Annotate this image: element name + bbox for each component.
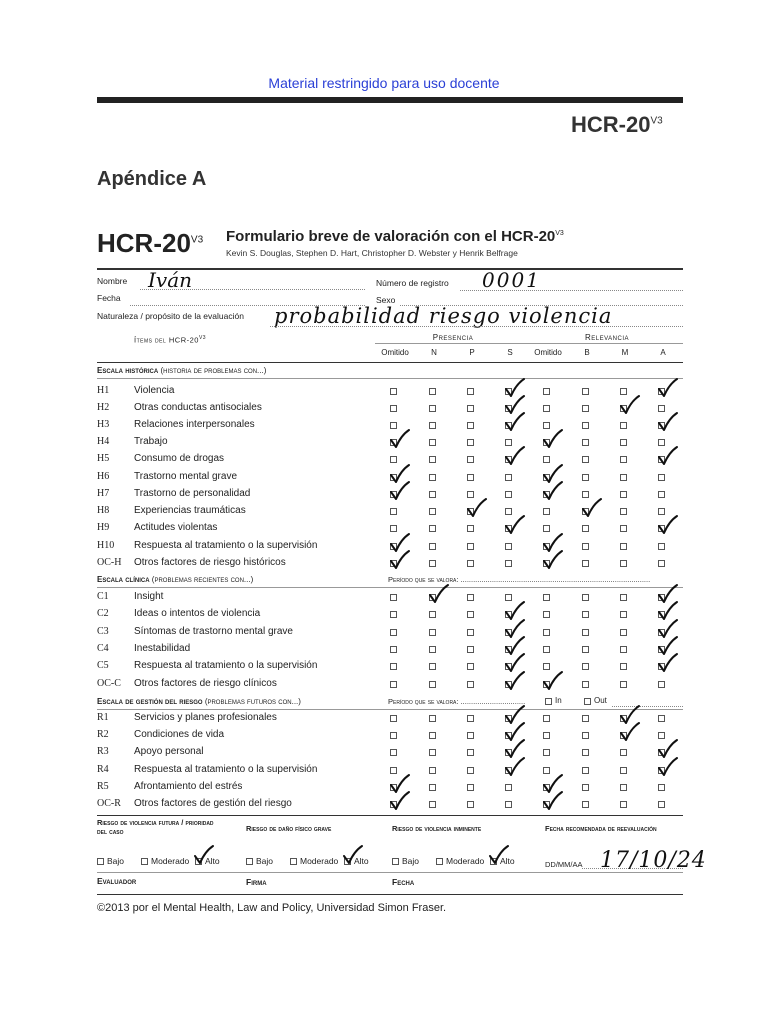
checkbox-c1-0[interactable] [390, 594, 397, 601]
item-label-h6: Trastorno mental grave [134, 471, 238, 482]
form-logo-text: HCR-20 [97, 228, 191, 258]
checkbox-c3-5[interactable] [582, 629, 589, 636]
checkbox-h1-5[interactable] [582, 388, 589, 395]
checkbox-h4-2[interactable] [467, 439, 474, 446]
checkbox-c1-2[interactable] [467, 594, 474, 601]
checkbox-r2-0[interactable] [390, 732, 397, 739]
header-bottom-rule [97, 362, 683, 363]
checkbox-c2-6[interactable] [620, 611, 627, 618]
item-code-r5: R5 [97, 781, 109, 792]
checkbox-c4-5[interactable] [582, 646, 589, 653]
checkbox-r5-7[interactable] [658, 784, 665, 791]
item-label-c5: Respuesta al tratamiento o la supervisión [134, 660, 318, 671]
checkbox-r1-4[interactable] [543, 715, 550, 722]
column-header-0: Omitido [381, 348, 409, 357]
item-code-occ: OC-C [97, 678, 121, 689]
risk-inminente-alto-label: Alto [500, 856, 515, 866]
checkbox-occ-1[interactable] [429, 681, 436, 688]
checkbox-h6-2[interactable] [467, 474, 474, 481]
checkbox-h7-1[interactable] [429, 491, 436, 498]
item-label-c2: Ideas o intentos de violencia [134, 608, 261, 619]
presencia-rule [375, 343, 530, 344]
form-logo-sup: V3 [190, 234, 204, 246]
checkbox-h1-0[interactable] [390, 388, 397, 395]
footer-mid-rule [97, 872, 683, 873]
checkbox-h5-5[interactable] [582, 456, 589, 463]
naturaleza-label: Naturaleza / propósito de la evaluación [97, 311, 244, 321]
item-label-och: Otros factores de riesgo históricos [134, 557, 286, 568]
item-code-ocr: OC-R [97, 798, 121, 809]
checkbox-c3-1[interactable] [429, 629, 436, 636]
checkbox-h5-6[interactable] [620, 456, 627, 463]
checkbox-r1-1[interactable] [429, 715, 436, 722]
checkbox-c5-6[interactable] [620, 663, 627, 670]
gestion-title: Escala de gestión del riesgo [97, 697, 203, 706]
checkbox-r5-6[interactable] [620, 784, 627, 791]
risk-futuro-moderado-checkbox[interactable] [141, 858, 148, 865]
risk-fisico-moderado-label: Moderado [300, 856, 339, 866]
item-label-h2: Otras conductas antisociales [134, 402, 262, 413]
gestion-periodo: Período que se valora: ............................... [388, 697, 526, 706]
checkbox-c3-2[interactable] [467, 629, 474, 636]
checkbox-h7-7[interactable] [658, 491, 665, 498]
checkbox-h8-4[interactable] [543, 508, 550, 515]
check-mark-r4-relevance [657, 757, 679, 779]
checkbox-c5-2[interactable] [467, 663, 474, 670]
checkbox-ocr-1[interactable] [429, 801, 436, 808]
checkbox-r2-4[interactable] [543, 732, 550, 739]
checkbox-h2-5[interactable] [582, 405, 589, 412]
checkbox-h6-5[interactable] [582, 474, 589, 481]
copyright-text: ©2013 por el Mental Health, Law and Policy, Universidad Simon Fraser. [97, 902, 447, 914]
checkbox-occ-7[interactable] [658, 681, 665, 688]
checkbox-r4-4[interactable] [543, 767, 550, 774]
checkbox-h10-6[interactable] [620, 543, 627, 550]
checkbox-h10-2[interactable] [467, 543, 474, 550]
checkbox-r1-5[interactable] [582, 715, 589, 722]
check-mark-h1-relevance [657, 378, 679, 400]
date-format: DD/MM/AA [545, 860, 583, 869]
checkbox-h1-2[interactable] [467, 388, 474, 395]
item-label-ocr: Otros factores de gestión del riesgo [134, 798, 292, 809]
checkbox-r2-2[interactable] [467, 732, 474, 739]
checkbox-h9-5[interactable] [582, 525, 589, 532]
checkbox-och-7[interactable] [658, 560, 665, 567]
column-header-2: P [469, 348, 475, 357]
checkbox-ocr-5[interactable] [582, 801, 589, 808]
check-mark-h5-relevance [657, 446, 679, 468]
checkbox-h4-3[interactable] [505, 439, 512, 446]
checkbox-c1-5[interactable] [582, 594, 589, 601]
naturaleza-line [270, 326, 683, 327]
date-value[interactable]: 17/10/24 [600, 848, 707, 873]
item-code-c3: C3 [97, 626, 109, 637]
item-code-h9: H9 [97, 522, 110, 533]
item-code-c2: C2 [97, 608, 109, 619]
checkbox-r4-1[interactable] [429, 767, 436, 774]
check-mark-h8-presence [466, 498, 488, 520]
relevancia-rule [530, 343, 683, 344]
checkbox-r5-2[interactable] [467, 784, 474, 791]
riesgo-fisico-title: Riesgo de daño físico grave [246, 824, 332, 833]
checkbox-h2-4[interactable] [543, 405, 550, 412]
naturaleza-value[interactable]: probabilidad riesgo violencia [274, 304, 613, 328]
checkbox-h7-6[interactable] [620, 491, 627, 498]
riesgo-inminente-title: Riesgo de violencia inminente [392, 824, 482, 833]
check-mark-occ-relevance [542, 671, 564, 693]
check-mark-h2-relevance [619, 395, 641, 417]
check-mark-h4-presence [389, 429, 411, 451]
checkbox-h9-2[interactable] [467, 525, 474, 532]
checkbox-h6-7[interactable] [658, 474, 665, 481]
checkbox-c3-6[interactable] [620, 629, 627, 636]
firma-label: Firma [246, 877, 267, 887]
check-mark-occ-presence [504, 671, 526, 693]
in-checkbox[interactable] [545, 698, 552, 705]
nombre-line [140, 289, 365, 290]
checkbox-h7-5[interactable] [582, 491, 589, 498]
item-code-h2: H2 [97, 402, 110, 413]
check-mark-h3-presence [504, 412, 526, 434]
column-header-3: S [507, 348, 513, 357]
checkbox-occ-6[interactable] [620, 681, 627, 688]
check-mark-h7-relevance [542, 481, 564, 503]
checkbox-och-1[interactable] [429, 560, 436, 567]
column-header-1: N [431, 348, 437, 357]
checkbox-r3-4[interactable] [543, 749, 550, 756]
out-label: Out [594, 696, 607, 705]
checkbox-r4-2[interactable] [467, 767, 474, 774]
checkbox-h3-0[interactable] [390, 422, 397, 429]
check-mark-h7-presence [389, 481, 411, 503]
checkbox-h5-2[interactable] [467, 456, 474, 463]
items-header-sup: V3 [198, 335, 207, 341]
risk-fisico-alto-label: Alto [354, 856, 369, 866]
checkbox-c5-5[interactable] [582, 663, 589, 670]
checkbox-c4-0[interactable] [390, 646, 397, 653]
clinica-rule [97, 587, 683, 588]
checkbox-h9-1[interactable] [429, 525, 436, 532]
top-rule [97, 97, 683, 103]
checkbox-c3-0[interactable] [390, 629, 397, 636]
checkbox-c4-6[interactable] [620, 646, 627, 653]
checkbox-h4-1[interactable] [429, 439, 436, 446]
risk-inminente-bajo-checkbox[interactable] [392, 858, 399, 865]
fecha-footer-label: Fecha [392, 877, 415, 887]
item-code-h7: H7 [97, 488, 110, 499]
item-label-occ: Otros factores de riesgo clínicos [134, 678, 277, 689]
item-label-r4: Respuesta al tratamiento o la supervisión [134, 764, 318, 775]
brand-logo [571, 112, 663, 138]
risk-fisico-check-mark [342, 845, 364, 867]
item-label-c3: Síntomas de trastorno mental grave [134, 626, 293, 637]
checkbox-h6-3[interactable] [505, 474, 512, 481]
checkbox-r1-2[interactable] [467, 715, 474, 722]
checkbox-r2-1[interactable] [429, 732, 436, 739]
checkbox-h9-4[interactable] [543, 525, 550, 532]
gestion-subtitle: (problemas futuros con...) [204, 697, 301, 706]
risk-inminente-check-mark [488, 845, 510, 867]
form-title [226, 228, 564, 245]
item-code-c5: C5 [97, 660, 109, 671]
historica-rule [97, 378, 683, 379]
checkbox-occ-5[interactable] [582, 681, 589, 688]
checkbox-c2-1[interactable] [429, 611, 436, 618]
item-label-h3: Relaciones interpersonales [134, 419, 255, 430]
out-checkbox[interactable] [584, 698, 591, 705]
item-code-h1: H1 [97, 385, 110, 396]
risk-inminente-bajo-label: Bajo [402, 856, 420, 866]
checkbox-h6-6[interactable] [620, 474, 627, 481]
checkbox-h1-4[interactable] [543, 388, 550, 395]
checkbox-och-2[interactable] [467, 560, 474, 567]
clinica-title: Escala clínica [97, 575, 150, 584]
relevancia-header: Relevancia [584, 333, 629, 342]
checkbox-h2-1[interactable] [429, 405, 436, 412]
registro-line [460, 290, 683, 291]
risk-futuro-bajo-label: Bajo [107, 856, 125, 866]
item-code-r2: R2 [97, 729, 109, 740]
check-mark-ocr-presence [389, 791, 411, 813]
gestion-header [97, 697, 301, 706]
checkbox-h3-4[interactable] [543, 422, 550, 429]
column-header-4: Omitido [534, 348, 562, 357]
checkbox-h3-1[interactable] [429, 422, 436, 429]
checkbox-r2-5[interactable] [582, 732, 589, 739]
checkbox-r5-1[interactable] [429, 784, 436, 791]
item-label-r2: Condiciones de vida [134, 729, 225, 740]
checkbox-och-5[interactable] [582, 560, 589, 567]
checkbox-h3-6[interactable] [620, 422, 627, 429]
item-code-och: OC-H [97, 557, 122, 568]
checkbox-h7-3[interactable] [505, 491, 512, 498]
checkbox-c1-3[interactable] [505, 594, 512, 601]
clinica-periodo: Período que se valora: ........................................................................................... [388, 575, 651, 584]
items-header-label: Ítems del HCR-20 [134, 335, 199, 345]
watermark-text: Material restringido para uso docente [268, 75, 500, 91]
item-label-r1: Servicios y planes profesionales [134, 712, 277, 723]
checkbox-c4-4[interactable] [543, 646, 550, 653]
form-authors: Kevin S. Douglas, Stephen D. Hart, Christopher D. Webster y Henrik Belfrage [226, 248, 518, 258]
items-header [134, 335, 206, 345]
checkbox-h1-6[interactable] [620, 388, 627, 395]
checkbox-ocr-2[interactable] [467, 801, 474, 808]
gestion-rule [97, 709, 683, 710]
checkbox-c2-4[interactable] [543, 611, 550, 618]
checkbox-h4-5[interactable] [582, 439, 589, 446]
check-mark-h4-relevance [542, 429, 564, 451]
checkbox-ocr-6[interactable] [620, 801, 627, 808]
brand-logo-sup: V3 [650, 115, 663, 127]
checkbox-och-6[interactable] [620, 560, 627, 567]
checkbox-occ-0[interactable] [390, 681, 397, 688]
checkbox-c5-1[interactable] [429, 663, 436, 670]
form-logo [97, 228, 203, 259]
checkbox-h9-6[interactable] [620, 525, 627, 532]
registro-label: Número de registro [376, 278, 449, 288]
evaluador-label: Evaluador [97, 876, 137, 886]
check-mark-ocr-relevance [542, 791, 564, 813]
checkbox-r3-2[interactable] [467, 749, 474, 756]
form-title-text: Formulario breve de valoración con el HCR-20 [226, 228, 556, 245]
checkbox-occ-2[interactable] [467, 681, 474, 688]
item-code-r4: R4 [97, 764, 109, 775]
item-label-c1: Insight [134, 591, 164, 602]
checkbox-r3-0[interactable] [390, 749, 397, 756]
checkbox-h10-5[interactable] [582, 543, 589, 550]
presencia-header: Presencia [432, 333, 474, 342]
checkbox-h8-6[interactable] [620, 508, 627, 515]
item-label-h5: Consumo de drogas [134, 453, 225, 464]
check-mark-och-presence [389, 550, 411, 572]
checkbox-c3-4[interactable] [543, 629, 550, 636]
checkbox-h10-7[interactable] [658, 543, 665, 550]
checkbox-h1-1[interactable] [429, 388, 436, 395]
risk-futuro-alto-label: Alto [205, 856, 220, 866]
item-label-r5: Afrontamiento del estrés [134, 781, 243, 792]
nombre-value[interactable]: Iván [148, 268, 193, 292]
brand-logo-text: HCR-20 [571, 112, 651, 137]
check-mark-h9-relevance [657, 515, 679, 537]
historica-subtitle: (historia de problemas con...) [160, 366, 267, 375]
column-header-6: M [621, 348, 629, 357]
checkbox-ocr-7[interactable] [658, 801, 665, 808]
checkbox-ocr-3[interactable] [505, 801, 512, 808]
checkbox-c4-2[interactable] [467, 646, 474, 653]
checkbox-c2-2[interactable] [467, 611, 474, 618]
checkbox-h8-0[interactable] [390, 508, 397, 515]
item-code-h6: H6 [97, 471, 110, 482]
checkbox-h6-1[interactable] [429, 474, 436, 481]
check-mark-r2-relevance [619, 722, 641, 744]
check-mark-h5-presence [504, 446, 526, 468]
checkbox-c5-4[interactable] [543, 663, 550, 670]
checkbox-r5-5[interactable] [582, 784, 589, 791]
checkbox-h10-3[interactable] [505, 543, 512, 550]
checkbox-r2-7[interactable] [658, 732, 665, 739]
item-code-r1: R1 [97, 712, 109, 723]
checkbox-h5-1[interactable] [429, 456, 436, 463]
item-code-c1: C1 [97, 591, 109, 602]
item-code-h3: H3 [97, 419, 110, 430]
column-header-7: A [660, 348, 666, 357]
checkbox-och-3[interactable] [505, 560, 512, 567]
checkbox-r4-0[interactable] [390, 767, 397, 774]
checkbox-r1-7[interactable] [658, 715, 665, 722]
checkbox-r4-5[interactable] [582, 767, 589, 774]
fecha-label: Fecha [97, 293, 121, 303]
checkbox-h8-3[interactable] [505, 508, 512, 515]
risk-inminente-moderado-checkbox[interactable] [436, 858, 443, 865]
checkbox-h2-7[interactable] [658, 405, 665, 412]
risk-futuro-moderado-label: Moderado [151, 856, 190, 866]
sexo-label: Sexo [376, 295, 396, 305]
item-code-r3: R3 [97, 746, 109, 757]
checkbox-h4-6[interactable] [620, 439, 627, 446]
checkbox-h8-1[interactable] [429, 508, 436, 515]
item-code-h10: H10 [97, 540, 115, 551]
checkbox-h5-0[interactable] [390, 456, 397, 463]
item-label-h4: Trabajo [134, 436, 168, 447]
checkbox-h3-2[interactable] [467, 422, 474, 429]
risk-futuro-bajo-checkbox[interactable] [97, 858, 104, 865]
registro-value[interactable]: 0001 [482, 268, 541, 292]
checkbox-h2-2[interactable] [467, 405, 474, 412]
item-code-h5: H5 [97, 453, 110, 464]
checkbox-r3-1[interactable] [429, 749, 436, 756]
checkbox-h2-0[interactable] [390, 405, 397, 412]
checkbox-c1-6[interactable] [620, 594, 627, 601]
item-code-h4: H4 [97, 436, 110, 447]
item-label-h9: Actitudes violentas [134, 522, 218, 533]
clinica-header [97, 575, 253, 584]
checkbox-r4-6[interactable] [620, 767, 627, 774]
riesgo-futuro-title: Riesgo de violencia futura / prioridad del caso [97, 818, 214, 836]
item-label-h8: Experiencias traumáticas [134, 505, 246, 516]
fecha-reeval-title: Fecha recomendada de reevaluación [545, 824, 657, 833]
historica-header [97, 366, 266, 375]
checkbox-h3-5[interactable] [582, 422, 589, 429]
nombre-label: Nombre [97, 276, 128, 286]
item-label-h10: Respuesta al tratamiento o la supervisión [134, 540, 318, 551]
check-mark-h9-presence [504, 515, 526, 537]
item-code-c4: C4 [97, 643, 109, 654]
checkbox-h7-2[interactable] [467, 491, 474, 498]
checkbox-c5-0[interactable] [390, 663, 397, 670]
risk-fisico-moderado-checkbox[interactable] [290, 858, 297, 865]
risk-inminente-moderado-label: Moderado [446, 856, 485, 866]
checkbox-h5-4[interactable] [543, 456, 550, 463]
check-mark-c1-presence [428, 584, 450, 606]
table-bottom-rule [97, 815, 683, 816]
checkbox-h9-0[interactable] [390, 525, 397, 532]
risk-fisico-bajo-checkbox[interactable] [246, 858, 253, 865]
check-mark-r4-presence [504, 757, 526, 779]
checkbox-c1-4[interactable] [543, 594, 550, 601]
risk-fisico-bajo-label: Bajo [256, 856, 274, 866]
check-mark-c5-relevance [657, 653, 679, 675]
check-mark-h3-relevance [657, 412, 679, 434]
checkbox-r3-5[interactable] [582, 749, 589, 756]
item-label-h1: Violencia [134, 385, 175, 396]
checkbox-h8-7[interactable] [658, 508, 665, 515]
checkbox-r5-3[interactable] [505, 784, 512, 791]
item-code-h8: H8 [97, 505, 110, 516]
check-mark-h8-relevance [581, 498, 603, 520]
checkbox-r1-0[interactable] [390, 715, 397, 722]
risk-futuro-check-mark [193, 845, 215, 867]
item-label-c4: Inestabilidad [134, 643, 191, 654]
in-label: In [555, 696, 562, 705]
historica-title: Escala histórica [97, 366, 159, 375]
checkbox-c2-0[interactable] [390, 611, 397, 618]
checkbox-c2-5[interactable] [582, 611, 589, 618]
checkbox-h4-7[interactable] [658, 439, 665, 446]
item-label-h7: Trastorno de personalidad [134, 488, 251, 499]
item-label-r3: Apoyo personal [134, 746, 204, 757]
checkbox-h10-1[interactable] [429, 543, 436, 550]
column-header-5: B [584, 348, 590, 357]
footer-bottom-rule [97, 894, 683, 895]
check-mark-och-relevance [542, 550, 564, 572]
form-title-sup: V3 [555, 230, 564, 237]
checkbox-c4-1[interactable] [429, 646, 436, 653]
appendix-title: Apéndice A [97, 168, 207, 190]
clinica-subtitle: (problemas recientes con...) [151, 575, 254, 584]
checkbox-r3-6[interactable] [620, 749, 627, 756]
